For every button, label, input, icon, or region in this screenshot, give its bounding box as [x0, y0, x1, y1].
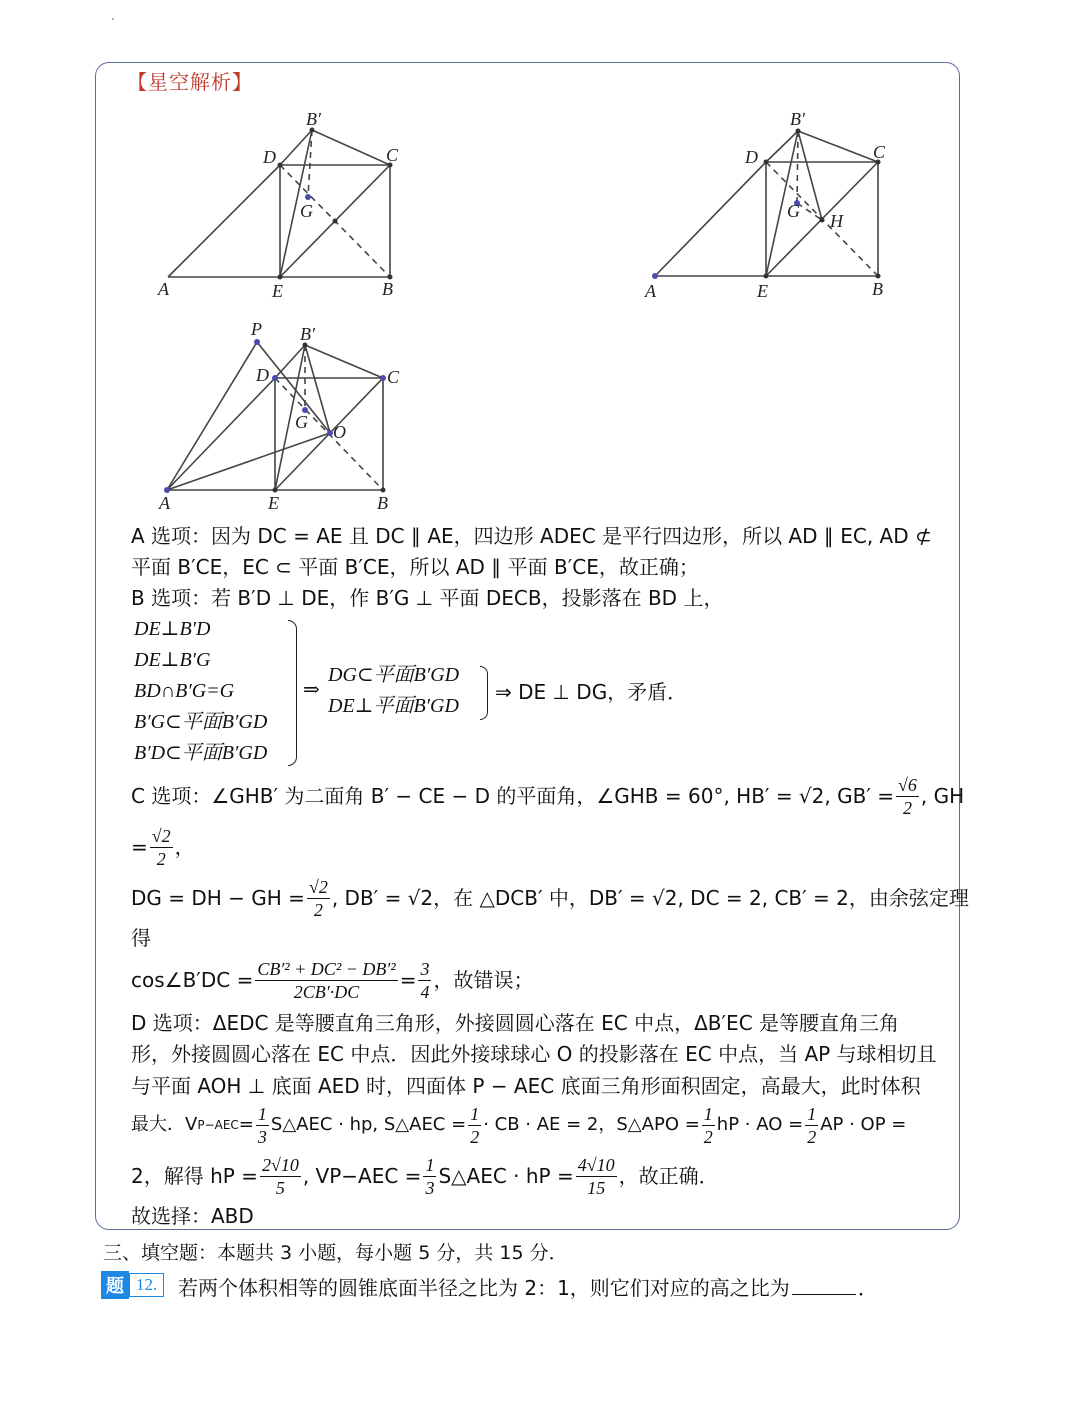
option-d-line-2: 形，外接圆圆心落在 EC 中点．因此外接球球心 O 的投影落在 EC 中点，当 AP 与球相切且 [131, 1042, 937, 1066]
option-c-line-3: DG = DH − GH = $\frac{√2}{2}$ , DB′ = √2，在 △DCB′ 中，DB′ = √2, DC = 2, CB′ = 2，由余弦定理 [131, 876, 969, 920]
option-d-line-1: D 选项：ΔEDC 是等腰直角三角形，外接圆圆心落在 EC 中点，ΔB′EC 是等腰直角三角 [131, 1011, 900, 1035]
fraction: $\frac{3}{4}$ [420, 958, 430, 1002]
fraction: $\frac{\text{CB′² + DC² − DB′²}}{2CB'\cdot DC}$ [257, 958, 396, 1002]
answer-line: 故选择：ABD [131, 1204, 254, 1228]
right-brace-small [480, 666, 488, 720]
fig2-label: B′ [790, 109, 805, 129]
section-title: 三、填空题：本题共 3 小题，每小题 5 分，共 15 分． [103, 1242, 568, 1264]
fraction: $\frac{2√10}{5}$ [261, 1154, 299, 1198]
option-d-line-5: 2，解得 hP = $\frac{2√10}{5}$ , VP−AEC = $\frac{1}{3}$ S△AEC · hP = $\frac{4√10}{15}$ ，故正确． [131, 1154, 719, 1198]
fig2-label: A [645, 281, 656, 301]
fraction: $\frac{√2}{2}$ [151, 825, 171, 869]
option-c-line-1: C 选项：∠GHB′ 为二面角 B′ − CE − D 的平面角，∠GHB = 60°, HB′ = √2, GB′ = $\frac{√6}{2}$ , GH [131, 774, 965, 818]
system-row: BD∩B′G=G [134, 680, 235, 702]
fig1-label: A [158, 279, 169, 299]
option-c-line-2: = $\frac{√2}{2}$ ， [131, 825, 195, 869]
fig3-label: A [159, 493, 170, 513]
fig2-label: E [757, 281, 768, 301]
fig3-label: D [256, 365, 269, 385]
system-row: B′G⊂平面B′GD [134, 711, 268, 733]
question-badge [101, 1272, 164, 1298]
stray-dot [112, 18, 114, 20]
fig3-label: P [251, 319, 262, 339]
fraction: $\frac{1}{3}$ [425, 1154, 435, 1198]
option-b-result: ⇒ DE ⊥ DG，矛盾． [495, 680, 688, 704]
fig3-label: B [377, 493, 388, 513]
subsystem-row: DG⊂平面B′GD [328, 664, 460, 686]
figure-3 [150, 318, 420, 518]
fraction: $\frac{1}{2}$ [703, 1103, 713, 1147]
implies-arrow: ⇒ [303, 679, 320, 701]
option-c-line-5: cos∠B′DC = $\frac{\text{CB′² + DC² − DB′²}}{2CB'\cdot DC}$ = $\frac{3}{4}$ ，故错误； [131, 958, 534, 1002]
fig3-label: O [333, 422, 346, 442]
fig1-label: C [386, 145, 399, 165]
fig2-label: C [873, 142, 886, 162]
question-text: 若两个体积相等的圆锥底面半径之比为 2：1，则它们对应的高之比为 ． [178, 1276, 878, 1300]
fraction: $\frac{√6}{2}$ [898, 774, 917, 818]
fraction: $\frac{1}{2}$ [807, 1103, 817, 1147]
subsystem-row: DE⊥平面B′GD [328, 695, 459, 717]
fig1-label: G [300, 201, 313, 221]
question-number: 12. [129, 1273, 164, 1297]
option-b-line-1: B 选项：若 B′D ⊥ DE，作 B′G ⊥ 平面 DECB，投影落在 BD 上， [131, 586, 724, 610]
system-row: B′D⊂平面B′GD [134, 742, 268, 764]
fig2-label: B [872, 279, 883, 299]
figure-2 [640, 105, 910, 305]
option-c-line-4: 得 [131, 926, 151, 950]
option-d-line-4: 最大．V P−AEC = $\frac{1}{3}$ S△AEC · hp, S△AEC = $\frac{1}{2}$ · CB · AE = 2，S△APO = $\frac{1}{2}$ hP · AO = $\frac{1}{2}$ AP · OP = [131, 1103, 907, 1147]
system-row: DE⊥B′G [134, 649, 211, 671]
option-d-line-3: 与平面 AOH ⊥ 底面 AED 时，四面体 P − AEC 底面三角形面积固定，高最大，此时体积 [131, 1074, 921, 1098]
fig1-label: E [272, 281, 283, 301]
fraction: $\frac{√2}{2}$ [308, 876, 328, 920]
fraction: $\frac{1}{2}$ [470, 1103, 480, 1147]
option-a-line-2: 平面 B′CE，EC ⊂ 平面 B′CE，所以 AD ∥ 平面 B′CE，故正确； [131, 555, 699, 579]
fig2-label: D [745, 147, 758, 167]
option-b-system [134, 614, 267, 769]
fig2-label: G [787, 201, 800, 221]
fig2-label: H [830, 211, 843, 231]
fig3-label: B′ [300, 324, 315, 344]
fig1-label: B′ [306, 109, 321, 129]
fig3-label: G [295, 412, 308, 432]
question-label: 题 [101, 1271, 129, 1299]
right-brace [288, 620, 297, 766]
fraction: $\frac{4√10}{15}$ [577, 1154, 615, 1198]
fraction: $\frac{1}{3}$ [257, 1103, 267, 1147]
fig1-label: D [263, 147, 276, 167]
figure-1 [150, 105, 420, 305]
fig1-label: B [382, 279, 393, 299]
fig3-label: E [268, 493, 279, 513]
system-row: DE⊥B′D [134, 618, 211, 640]
fig3-label: C [387, 367, 400, 387]
analysis-tag: 【星空解析】 [127, 70, 253, 94]
answer-blank[interactable] [792, 1276, 856, 1295]
option-a-line-1: A 选项：因为 DC = AE 且 DC ∥ AE，四边形 ADEC 是平行四边形，所以 AD ∥ EC, AD ⊄ [131, 524, 932, 548]
option-b-subsystem [328, 660, 459, 722]
